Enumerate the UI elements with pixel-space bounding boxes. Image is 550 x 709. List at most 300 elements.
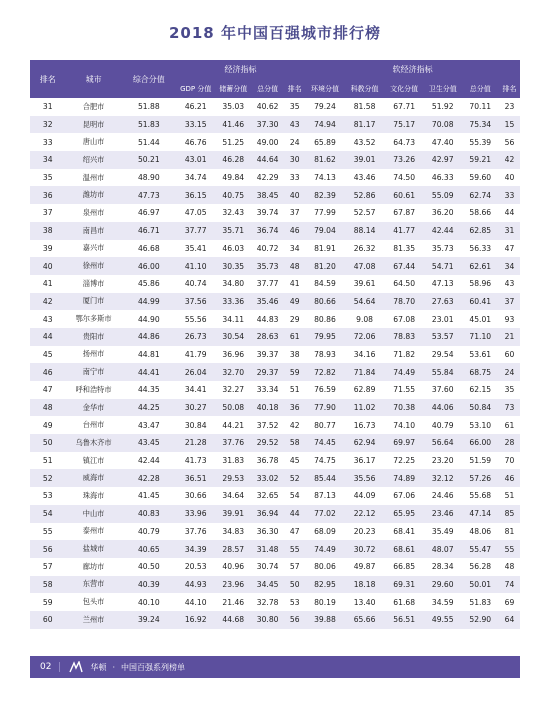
table-cell: 39.01 <box>345 151 385 169</box>
table-row <box>30 204 520 222</box>
table-cell: 33 <box>499 186 520 204</box>
table-row <box>30 452 520 470</box>
table-cell: 48 <box>30 399 65 417</box>
table-cell: 39.88 <box>305 611 345 629</box>
table-cell: 51.92 <box>431 102 454 112</box>
table-cell: 69 <box>504 597 515 607</box>
table-cell: 56.64 <box>424 434 462 452</box>
table-cell: 65.66 <box>345 611 385 629</box>
table-cell: 76.59 <box>314 385 336 395</box>
table-cell: 74.94 <box>305 116 345 134</box>
table-cell: 36 <box>284 399 305 417</box>
table-cell: 81.20 <box>305 257 345 275</box>
table-cell: 55.84 <box>424 363 462 381</box>
table-cell: 35 <box>504 385 515 395</box>
table-cell: 37 <box>499 293 520 311</box>
cell-city: 绍兴市 <box>65 151 121 169</box>
footer-series: 中国百强系列榜单 <box>121 662 185 672</box>
table-cell: 33.36 <box>216 293 251 311</box>
table-cell: 59 <box>42 597 53 607</box>
table-cell: 52.86 <box>345 186 385 204</box>
table-cell: 44 <box>30 328 65 346</box>
table-cell: 36.15 <box>176 186 216 204</box>
table-cell: 42.28 <box>122 469 176 487</box>
table-cell: 77.90 <box>305 399 345 417</box>
table-cell: 47 <box>504 243 515 253</box>
table-cell: 33 <box>289 173 300 183</box>
table-cell: 36.74 <box>251 222 284 240</box>
table-row <box>30 275 520 293</box>
table-cell: 41.73 <box>184 456 207 466</box>
cell-city: 泰州市 <box>82 526 105 536</box>
table-cell: 65.95 <box>384 505 424 523</box>
table-cell: 79.24 <box>314 102 336 112</box>
table-row <box>30 98 520 116</box>
table-cell: 60.41 <box>462 293 500 311</box>
table-cell: 62.85 <box>462 222 500 240</box>
table-cell: 33.02 <box>251 469 284 487</box>
table-cell: 23.46 <box>424 505 462 523</box>
table-cell: 74 <box>499 576 520 594</box>
table-cell: 49.55 <box>424 611 462 629</box>
cell-city: 盐城市 <box>65 540 121 558</box>
table-cell: 37.76 <box>216 434 251 452</box>
header-soft-group: 软经济指标 <box>392 65 433 74</box>
table-cell: 46.00 <box>122 257 176 275</box>
table-cell: 38 <box>289 349 300 359</box>
cell-city: 徐州市 <box>65 257 121 275</box>
table-cell: 79.95 <box>305 328 345 346</box>
table-cell: 36.96 <box>222 349 245 359</box>
table-cell: 29 <box>289 314 300 324</box>
table-cell: 67.06 <box>393 491 416 501</box>
table-cell: 46.68 <box>137 243 160 253</box>
table-cell: 50.08 <box>216 399 251 417</box>
table-cell: 52.57 <box>353 208 376 218</box>
table-cell: 74.50 <box>393 173 416 183</box>
table-cell: 70.38 <box>384 399 424 417</box>
table-cell: 32.70 <box>216 363 251 381</box>
header-culture: 文化分值 <box>390 84 419 93</box>
table-cell: 34.45 <box>251 576 284 594</box>
page-footer <box>30 656 520 678</box>
table-cell: 68.41 <box>393 526 416 536</box>
table-cell: 69.31 <box>384 576 424 594</box>
table-cell: 39 <box>42 243 53 253</box>
table-cell: 30.66 <box>184 491 207 501</box>
table-cell: 22.12 <box>345 505 385 523</box>
table-cell: 74.49 <box>305 540 345 558</box>
table-cell: 66.00 <box>462 434 500 452</box>
table-cell: 51.83 <box>469 597 492 607</box>
table-cell: 31 <box>499 222 520 240</box>
table-cell: 35.56 <box>345 469 385 487</box>
cell-city: 东营市 <box>65 576 121 594</box>
cell-city: 嘉兴市 <box>82 243 105 253</box>
table-cell: 34.64 <box>222 491 245 501</box>
table-cell: 41.77 <box>384 222 424 240</box>
table-body <box>30 98 520 629</box>
table-cell: 81.17 <box>345 116 385 134</box>
table-cell: 42.97 <box>424 151 462 169</box>
cell-city: 南昌市 <box>65 222 121 240</box>
table-cell: 46 <box>30 363 65 381</box>
table-cell: 32.27 <box>222 385 245 395</box>
table-cell: 35.46 <box>251 293 284 311</box>
table-cell: 40.62 <box>256 102 279 112</box>
table-cell: 77.02 <box>305 505 345 523</box>
table-cell: 34 <box>499 257 520 275</box>
table-cell: 51.44 <box>137 137 160 147</box>
table-cell: 30.74 <box>256 562 279 572</box>
table-cell: 49.87 <box>353 562 376 572</box>
table-row <box>30 133 520 151</box>
table-cell: 61 <box>284 328 305 346</box>
table-cell: 23.20 <box>431 456 454 466</box>
table-cell: 43 <box>42 314 53 324</box>
table-cell: 46.33 <box>431 173 454 183</box>
table-row <box>30 416 520 434</box>
table-cell: 68.75 <box>462 363 500 381</box>
table-cell: 44.41 <box>122 363 176 381</box>
table-cell: 81.62 <box>305 151 345 169</box>
table-cell: 35 <box>42 173 53 183</box>
table-cell: 67.87 <box>393 208 416 218</box>
table-cell: 24.46 <box>431 491 454 501</box>
table-cell: 78.93 <box>314 349 336 359</box>
table-cell: 80.66 <box>305 293 345 311</box>
table-cell: 37 <box>289 208 300 218</box>
table-cell: 55.39 <box>469 137 492 147</box>
table-cell: 43 <box>504 279 515 289</box>
table-row <box>30 328 520 346</box>
table-cell: 36.51 <box>176 469 216 487</box>
table-cell: 67.44 <box>384 257 424 275</box>
table-row <box>30 611 520 629</box>
footer-brand: 华顿 <box>90 662 107 672</box>
header-soft-total: 总分值 <box>469 84 491 93</box>
cell-city: 温州市 <box>82 172 105 182</box>
header-composite: 综合分值 <box>132 74 165 84</box>
table-row <box>30 222 520 240</box>
table-row <box>30 169 520 187</box>
table-cell: 28.34 <box>431 562 454 572</box>
table-row <box>30 186 520 204</box>
table-cell: 73 <box>499 399 520 417</box>
table-cell: 31.83 <box>222 456 245 466</box>
table-cell: 40.79 <box>431 420 454 430</box>
table-cell: 49 <box>42 420 53 430</box>
table-cell: 40.39 <box>122 576 176 594</box>
table-cell: 80.86 <box>314 314 336 324</box>
table-cell: 87.13 <box>314 491 336 501</box>
table-cell: 62.61 <box>462 257 500 275</box>
cell-city: 威海市 <box>65 469 121 487</box>
header-city: 城市 <box>85 74 102 84</box>
table-cell: 54.64 <box>345 293 385 311</box>
table-cell: 70 <box>504 456 515 466</box>
table-row <box>30 399 520 417</box>
table-row <box>30 116 520 134</box>
header-gdp: GDP 分值 <box>180 84 212 93</box>
table-cell: 39.61 <box>353 279 376 289</box>
table-row <box>30 487 520 505</box>
table-cell: 26.73 <box>176 328 216 346</box>
table-cell: 50 <box>284 576 305 594</box>
table-cell: 44 <box>504 208 515 218</box>
table-cell: 54 <box>289 491 300 501</box>
table-cell: 81.35 <box>393 243 416 253</box>
table-cell: 50 <box>30 434 65 452</box>
table-cell: 55.47 <box>462 540 500 558</box>
table-cell: 51 <box>289 385 300 395</box>
table-row <box>30 558 520 576</box>
table-cell: 43 <box>284 116 305 134</box>
table-cell: 48.06 <box>469 526 492 536</box>
table-cell: 33 <box>42 137 53 147</box>
table-cell: 59.21 <box>462 151 500 169</box>
table-cell: 34.74 <box>184 173 207 183</box>
table-cell: 78.70 <box>384 293 424 311</box>
table-cell: 47.40 <box>431 137 454 147</box>
table-cell: 70.08 <box>424 116 462 134</box>
table-cell: 56 <box>284 611 305 629</box>
table-cell: 33.34 <box>256 385 279 395</box>
table-row <box>30 293 520 311</box>
table-cell: 82.39 <box>305 186 345 204</box>
table-cell: 57 <box>42 562 53 572</box>
cell-city: 乌鲁木齐市 <box>65 434 121 452</box>
table-cell: 44.99 <box>122 293 176 311</box>
table-cell: 51.25 <box>222 137 245 147</box>
table-cell: 80.19 <box>314 597 336 607</box>
cell-city: 中山市 <box>65 505 121 523</box>
table-cell: 58 <box>30 576 65 594</box>
table-cell: 46 <box>499 469 520 487</box>
header-economic-group: 经济指标 <box>224 65 257 74</box>
table-cell: 85.44 <box>305 469 345 487</box>
table-row <box>30 540 520 558</box>
table-row <box>30 593 520 611</box>
table-cell: 26.04 <box>176 363 216 381</box>
cell-city: 泉州市 <box>82 207 105 217</box>
table-cell: 70.11 <box>469 102 492 112</box>
table-cell: 75.17 <box>384 116 424 134</box>
table-cell: 72.06 <box>345 328 385 346</box>
cell-city: 台州市 <box>82 420 105 430</box>
table-cell: 52 <box>30 469 65 487</box>
table-cell: 40.79 <box>137 526 160 536</box>
table-cell: 23 <box>504 102 515 112</box>
table-cell: 45.86 <box>137 279 160 289</box>
table-cell: 49.84 <box>222 173 245 183</box>
table-cell: 55.56 <box>184 314 207 324</box>
table-cell: 51 <box>42 456 53 466</box>
table-cell: 84.59 <box>314 279 336 289</box>
table-cell: 71.82 <box>393 349 416 359</box>
table-cell: 30.54 <box>216 328 251 346</box>
table-cell: 44.83 <box>256 314 279 324</box>
table-cell: 36 <box>30 186 65 204</box>
table-cell: 53 <box>42 491 53 501</box>
table-cell: 56.51 <box>384 611 424 629</box>
table-cell: 40 <box>504 173 515 183</box>
table-cell: 43.01 <box>176 151 216 169</box>
header-environment: 环境分值 <box>310 84 339 93</box>
table-cell: 44.68 <box>216 611 251 629</box>
table-cell: 58.96 <box>469 279 492 289</box>
table-cell: 57 <box>289 562 300 572</box>
table-cell: 61 <box>504 420 515 430</box>
table-cell: 36.17 <box>353 456 376 466</box>
table-cell: 40 <box>284 186 305 204</box>
table-cell: 80.77 <box>314 420 336 430</box>
table-cell: 46.21 <box>184 102 207 112</box>
table-cell: 31.48 <box>251 540 284 558</box>
cell-city: 珠海市 <box>82 490 105 500</box>
table-cell: 47 <box>42 385 53 395</box>
table-cell: 43.45 <box>122 434 176 452</box>
table-cell: 37.77 <box>176 222 216 240</box>
table-cell: 50.01 <box>462 576 500 594</box>
table-cell: 50.21 <box>122 151 176 169</box>
table-cell: 39.91 <box>216 505 251 523</box>
table-cell: 53.57 <box>424 328 462 346</box>
table-cell: 23.96 <box>216 576 251 594</box>
table-cell: 74.45 <box>305 434 345 452</box>
table-cell: 41 <box>289 279 300 289</box>
table-cell: 60 <box>504 349 515 359</box>
table-cell: 40 <box>30 257 65 275</box>
table-cell: 30 <box>284 151 305 169</box>
table-cell: 53.61 <box>469 349 492 359</box>
table-cell: 44.90 <box>137 314 160 324</box>
table-cell: 62.94 <box>345 434 385 452</box>
table-cell: 53 <box>289 597 300 607</box>
table-cell: 45 <box>289 456 300 466</box>
cell-city: 廊坊市 <box>82 561 105 571</box>
table-row <box>30 469 520 487</box>
table-cell: 54 <box>30 505 65 523</box>
table-cell: 58 <box>284 434 305 452</box>
table-cell: 68.61 <box>384 540 424 558</box>
table-cell: 40.10 <box>137 597 160 607</box>
page-title: 2018 年中国百强城市排行榜 <box>169 24 381 42</box>
table-cell: 34.16 <box>353 349 376 359</box>
table-cell: 74.49 <box>384 363 424 381</box>
table-cell: 78.83 <box>384 328 424 346</box>
table-cell: 55 <box>284 540 305 558</box>
table-cell: 69.97 <box>384 434 424 452</box>
cell-city: 合肥市 <box>82 101 105 111</box>
table-cell: 55.09 <box>424 186 462 204</box>
table-cell: 30.27 <box>176 399 216 417</box>
table-cell: 75.34 <box>462 116 500 134</box>
table-cell: 44.10 <box>184 597 207 607</box>
table-cell: 64 <box>499 611 520 629</box>
table-cell: 56.33 <box>469 243 492 253</box>
table-cell: 62.15 <box>469 385 492 395</box>
table-cell: 36.94 <box>251 505 284 523</box>
table-cell: 57.26 <box>462 469 500 487</box>
table-cell: 37.56 <box>176 293 216 311</box>
cell-city: 扬州市 <box>82 349 105 359</box>
table-cell: 40.72 <box>256 243 279 253</box>
table-cell: 51 <box>504 491 515 501</box>
table-cell: 49.00 <box>256 137 279 147</box>
header-savings: 储蓄分值 <box>219 84 248 93</box>
table-cell: 9.08 <box>356 314 374 324</box>
table-cell: 37 <box>42 208 53 218</box>
table-cell: 80.06 <box>314 562 336 572</box>
table-cell: 81.91 <box>314 243 336 253</box>
table-cell: 43.46 <box>353 173 376 183</box>
table-cell: 52.90 <box>462 611 500 629</box>
header-rank: 排名 <box>39 74 56 84</box>
cell-city: 包头市 <box>82 597 105 607</box>
table-cell: 51.83 <box>122 116 176 134</box>
table-cell: 44.86 <box>122 328 176 346</box>
table-cell: 24 <box>289 137 300 147</box>
table-cell: 15 <box>499 116 520 134</box>
table-cell: 34.59 <box>431 597 454 607</box>
table-row <box>30 434 520 452</box>
table-cell: 62.89 <box>353 385 376 395</box>
table-cell: 73.26 <box>384 151 424 169</box>
table-cell: 71.55 <box>393 385 416 395</box>
table-row <box>30 310 520 328</box>
table-cell: 88.14 <box>345 222 385 240</box>
table-cell: 33.96 <box>176 505 216 523</box>
cell-city: 贵阳市 <box>65 328 121 346</box>
table-cell: 36.78 <box>256 456 279 466</box>
table-cell: 41.79 <box>184 349 207 359</box>
table-row <box>30 523 520 541</box>
table-cell: 32 <box>30 116 65 134</box>
table-cell: 46 <box>284 222 305 240</box>
cell-city: 鄂尔多斯市 <box>75 314 112 324</box>
table-cell: 28.57 <box>216 540 251 558</box>
table-cell: 74.89 <box>384 469 424 487</box>
table-cell: 41.46 <box>216 116 251 134</box>
table-cell: 45 <box>42 349 53 359</box>
table-cell: 47.73 <box>122 186 176 204</box>
table-cell: 32.78 <box>256 597 279 607</box>
table-cell: 49 <box>284 293 305 311</box>
table-cell: 27.63 <box>424 293 462 311</box>
cell-city: 厦门市 <box>65 293 121 311</box>
table-cell: 58.66 <box>469 208 492 218</box>
table-cell: 29.60 <box>424 576 462 594</box>
table-cell: 44.25 <box>122 399 176 417</box>
table-cell: 30.72 <box>345 540 385 558</box>
table-cell: 37.60 <box>431 385 454 395</box>
table-cell: 45.01 <box>469 314 492 324</box>
table-cell: 47.13 <box>431 279 454 289</box>
table-cell: 50.84 <box>462 399 500 417</box>
table-cell: 35.73 <box>251 257 284 275</box>
table-cell: 64.73 <box>393 137 416 147</box>
table-cell: 29.54 <box>431 349 454 359</box>
table-cell: 28 <box>499 434 520 452</box>
cell-city: 淄博市 <box>82 278 105 288</box>
header-education: 科教分值 <box>350 84 379 93</box>
table-cell: 44 <box>284 505 305 523</box>
table-cell: 43.47 <box>137 420 160 430</box>
table-cell: 40.83 <box>122 505 176 523</box>
table-cell: 41 <box>42 279 53 289</box>
table-cell: 29.37 <box>251 363 284 381</box>
